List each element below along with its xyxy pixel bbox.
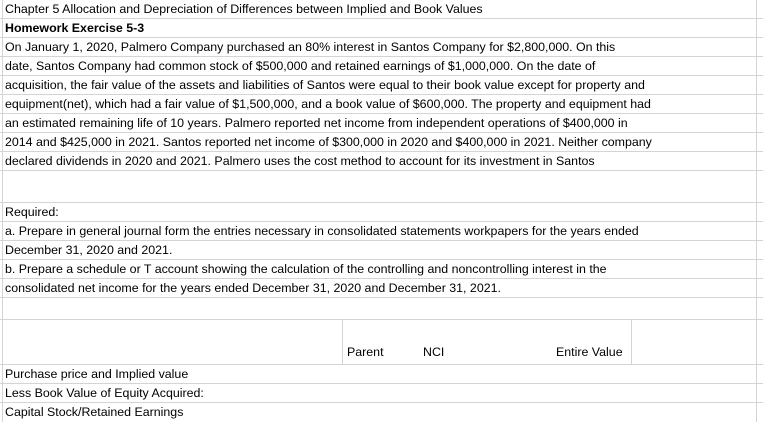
problem-row[interactable]	[0, 133, 763, 152]
problem-line: 2014 and $425,000 in 2021. Santos reported net income of $300,000 in 2020 and $400,000 in 2021. Neither company	[5, 135, 652, 149]
problem-line: date, Santos Company had common stock of $500,000 and retained earnings of $1,000,000. On the date of	[5, 59, 596, 73]
part-b-line: consolidated net income for the years ended December 31, 2020 and December 31, 2021.	[5, 281, 501, 295]
subtitle-cell: Homework Exercise 5-3	[5, 21, 145, 35]
table-row[interactable]	[0, 365, 763, 384]
column-divider	[342, 320, 343, 365]
table-header-row[interactable]	[0, 320, 763, 365]
blank-row[interactable]	[0, 298, 763, 320]
table-row-label: Less Book Value of Equity Acquired:	[5, 386, 204, 400]
problem-line: acquisition, the fair value of the assets and liabilities of Santos were equal to their book value except for property and	[5, 78, 645, 92]
row-title[interactable]	[0, 0, 763, 19]
blank-row[interactable]	[0, 171, 763, 203]
problem-row[interactable]	[0, 38, 763, 57]
table-row[interactable]	[0, 384, 763, 403]
required-label: Required:	[5, 205, 59, 219]
problem-row[interactable]	[0, 76, 763, 95]
problem-row[interactable]	[0, 57, 763, 76]
problem-line: equipment(net), which had a fair value of $1,500,000, and a book value of $600,000. The property and equipment had	[5, 97, 651, 111]
column-divider	[631, 320, 632, 365]
table-row-label: Purchase price and Implied value	[5, 367, 189, 381]
problem-row[interactable]	[0, 95, 763, 114]
part-a-line: a. Prepare in general journal form the entries necessary in consolidated statements workpapers for the years ended	[5, 224, 639, 238]
problem-line: On January 1, 2020, Palmero Company purchased an 80% interest in Santos Company for $2,800,000. On this	[5, 40, 616, 54]
problem-row[interactable]	[0, 114, 763, 133]
problem-line: declared dividends in 2020 and 2021. Palmero uses the cost method to account for its investment in Santos	[5, 154, 595, 168]
header-entire-value: Entire Value	[556, 345, 623, 359]
problem-line: an estimated remaining life of 10 years. Palmero reported net income from independent operations of $400,000 in	[5, 116, 628, 130]
part-b-row[interactable]	[0, 279, 763, 298]
part-a-row[interactable]	[0, 241, 763, 260]
part-b-line: b. Prepare a schedule or T account showing the calculation of the controlling and noncontrolling interest in the	[5, 262, 607, 276]
row-required[interactable]	[0, 203, 763, 222]
table-row[interactable]	[0, 403, 763, 422]
part-a-row[interactable]	[0, 222, 763, 241]
title-cell: Chapter 5 Allocation and Depreciation of Differences between Implied and Book Values	[5, 2, 483, 16]
header-nci: NCI	[423, 345, 445, 359]
header-parent: Parent	[347, 345, 384, 359]
table-row-label: Capital Stock/Retained Earnings	[5, 405, 184, 419]
row-subtitle[interactable]	[0, 19, 763, 38]
problem-row[interactable]	[0, 152, 763, 171]
part-a-line: December 31, 2020 and 2021.	[5, 243, 173, 257]
part-b-row[interactable]	[0, 260, 763, 279]
